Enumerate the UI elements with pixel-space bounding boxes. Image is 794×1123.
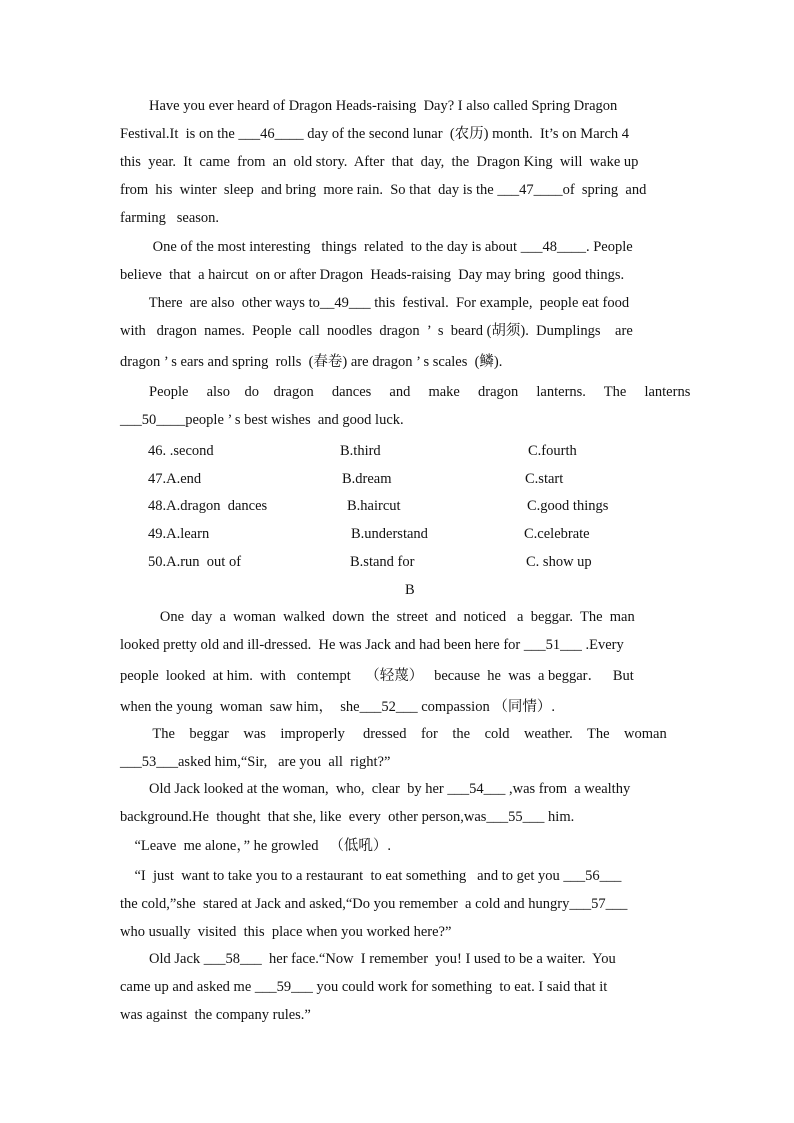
text-line: ___53___asked him,“Sir, are you all right?” <box>120 754 391 770</box>
option-46-a: 46. .second <box>148 443 214 459</box>
passage-a-paragraph-1 <box>120 92 673 232</box>
text-line: Festival.It is on the ___46____ day of the second lunar (农历) month. It’s on March 4 <box>120 126 630 142</box>
option-50-b: B.stand for <box>350 554 415 570</box>
option-48-a: 48.A.dragon dances <box>148 498 268 514</box>
text-line: farming season. <box>120 210 220 226</box>
text-line: who usually visited this place when you worked here?” <box>120 924 452 940</box>
text-line: Have you ever heard of Dragon Heads-raising Day? I also called Spring Dragon <box>120 98 618 114</box>
text-line: There are also other ways to__49___ this festival. For example, people eat food <box>120 295 630 311</box>
passage-a-paragraph-4 <box>120 378 691 434</box>
section-b-heading: B <box>405 582 415 598</box>
text-line: “I just want to take you to a restaurant to eat something and to get you ___56___ <box>120 868 622 884</box>
text-line: when the young woman saw him， she___52___ compassion （同情）. <box>120 699 555 715</box>
option-48-c: C.good things <box>527 498 609 514</box>
text-line: The beggar was improperly dressed for the cold weather. The woman <box>120 726 667 742</box>
text-line: this year. It came from an old story. After that day, the Dragon King will wake up <box>120 154 639 170</box>
option-46-b: B.third <box>340 443 381 459</box>
option-49-c: C.celebrate <box>524 526 590 542</box>
passage-b-paragraph-2 <box>120 720 673 776</box>
option-49-a: 49.A.learn <box>148 526 210 542</box>
text-line: background.He thought that she, like every other person,was___55___ him. <box>120 809 575 825</box>
passage-a-paragraph-2 <box>120 233 673 289</box>
text-line: came up and asked me ___59___ you could work for something to eat. I said that it <box>120 979 608 995</box>
text-line: One day a woman walked down the street and noticed a beggar. The man <box>120 609 635 625</box>
option-47-a: 47.A.end <box>148 471 202 487</box>
text-line: the cold,”she stared at Jack and asked,“Do you remember a cold and hungry___57___ <box>120 896 628 912</box>
passage-b-paragraph-4 <box>120 832 673 860</box>
text-line: looked pretty old and ill-dressed. He was Jack and had been here for ___51___ .Every <box>120 637 624 653</box>
text-line: Old Jack ___58___ her face.“Now I remember you! I used to be a waiter. You <box>120 951 616 967</box>
option-47-c: C.start <box>525 471 564 487</box>
text-line: “Leave me alone，” he growled （低吼）. <box>120 838 391 854</box>
option-47-b: B.dream <box>342 471 392 487</box>
passage-b-paragraph-5 <box>120 862 673 946</box>
text-line: Old Jack looked at the woman, who, clear by her ___54___ ,was from a wealthy <box>120 781 631 797</box>
text-line: ___50____people ’ s best wishes and good luck. <box>120 412 404 428</box>
passage-b-paragraph-1 <box>120 603 673 721</box>
option-50-c: C. show up <box>526 554 592 570</box>
text-line: One of the most interesting things related to the day is about ___48____. People <box>120 239 633 255</box>
text-line: People also do dragon dances and make dragon lanterns. The lanterns <box>120 384 691 400</box>
text-line: from his winter sleep and bring more rain. So that day is the ___47____of spring and <box>120 182 647 198</box>
option-50-a: 50.A.run out of <box>148 554 242 570</box>
passage-b-paragraph-6 <box>120 945 673 1029</box>
text-line: dragon ’ s ears and spring rolls (春卷) are dragon ’ s scales (鳞). <box>120 354 503 370</box>
text-line: people looked at him. with contempt （轻蔑） because he was a beggar． But <box>120 668 634 684</box>
option-46-c: C.fourth <box>528 443 577 459</box>
passage-b-paragraph-3 <box>120 775 673 831</box>
text-line: believe that a haircut on or after Dragon Heads-raising Day may bring good things. <box>120 267 625 283</box>
text-line: was against the company rules.” <box>120 1007 311 1023</box>
option-49-b: B.understand <box>351 526 428 542</box>
text-line: with dragon names. People call noodles dragon ’ s beard (胡须). Dumplings are <box>120 323 633 339</box>
option-48-b: B.haircut <box>347 498 401 514</box>
passage-a-paragraph-3 <box>120 289 673 376</box>
